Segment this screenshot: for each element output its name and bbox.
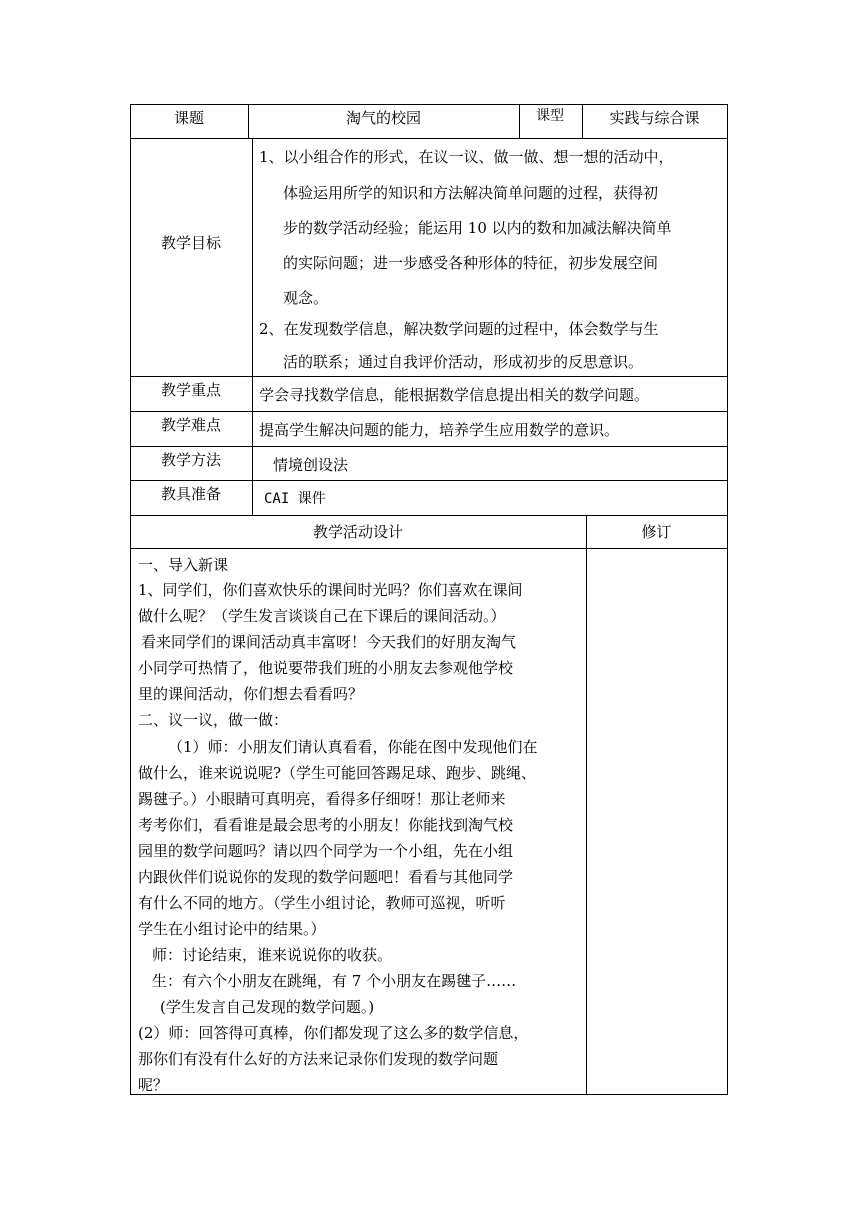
table-rule <box>130 411 728 412</box>
table-rule <box>130 1094 728 1095</box>
design-line: 二、议一议，做一做： <box>138 711 289 729</box>
design-line: 小同学可热情了，他说要带我们班的小朋友去参观他学校 <box>138 659 514 677</box>
table-rule <box>130 515 728 516</box>
design-line: 那你们有没有什么好的方法来记录你们发现的数学问题 <box>138 1050 499 1068</box>
table-rule <box>519 104 520 139</box>
table-rule <box>727 104 728 1095</box>
design-line: 一、导入新课 <box>138 556 229 574</box>
table-rule <box>130 480 728 481</box>
design-line: 生：有六个小朋友在跳绳，有 7 个小朋友在踢毽子…… <box>152 972 517 990</box>
table-rule <box>252 138 253 516</box>
design-line: 学生在小组讨论中的结果。） <box>138 920 326 938</box>
table-rule <box>130 104 131 1095</box>
design-label: 教学活动设计 <box>312 523 403 541</box>
design-line: 有什么不同的地方。（学生小组讨论，教师可巡视，听听 <box>138 894 506 912</box>
goal-line: 的实际问题；进一步感受各种形体的特征，初步发展空间 <box>283 254 659 272</box>
design-line: (2）师：回答得可真棒，你们都发现了这么多的数学信息， <box>138 1024 529 1042</box>
table-rule <box>586 515 587 1095</box>
design-line: 踢毽子。）小眼睛可真明亮，看得多仔细呀！那让老师来 <box>138 790 506 808</box>
design-line: 师：讨论结束，谁来说说你的收获。 <box>152 946 393 964</box>
design-line: 呢？ <box>138 1076 169 1094</box>
goal-line: 1、以小组合作的形式，在议一议、做一做、想一想的活动中， <box>259 148 674 166</box>
type-label: 课型 <box>536 108 564 124</box>
table-rule <box>130 446 728 447</box>
key-point-label: 教学重点 <box>160 381 221 399</box>
tools-value: CAI 课件 <box>264 491 326 507</box>
goal-line: 步的数学活动经验；能运用 10 以内的数和加减法解决简单 <box>283 219 672 237</box>
design-line: 做什么，谁来说说呢?（学生可能回答踢足球、跑步、跳绳、 <box>138 764 537 782</box>
design-line: 做什么呢？（学生发言谈谈自己在下课后的课间活动。） <box>138 607 506 625</box>
topic-label: 课题 <box>173 109 204 127</box>
table-rule <box>130 104 728 105</box>
design-line: 1、同学们，你们喜欢快乐的课间时光吗？你们喜欢在课间 <box>138 581 523 599</box>
difficulty-value: 提高学生解决问题的能力，培养学生应用数学的意识。 <box>259 421 620 439</box>
goal-line: 观念。 <box>283 289 329 307</box>
topic-value: 淘气的校园 <box>345 109 421 127</box>
goal-line: 2、在发现数学信息，解决数学问题的过程中，体会数学与生 <box>259 320 659 338</box>
goal-line: 活的联系；通过自我评价活动，形成初步的反思意识。 <box>283 353 644 371</box>
table-rule <box>130 548 728 549</box>
design-line: (学生发言自己发现的数学问题。) <box>160 998 375 1016</box>
design-line: 内跟伙伴们说说你的发现的数学问题吧！看看与其他同学 <box>138 868 514 886</box>
goals-label: 教学目标 <box>160 234 221 252</box>
table-rule <box>130 138 728 139</box>
design-line: 看来同学们的课间活动真丰富呀！今天我们的好朋友淘气 <box>141 633 517 651</box>
tools-label: 教具准备 <box>160 485 221 503</box>
revision-label: 修订 <box>641 523 672 541</box>
method-label: 教学方法 <box>160 451 221 469</box>
method-value: 情境创设法 <box>273 456 349 474</box>
key-point-value: 学会寻找数学信息，能根据数学信息提出相关的数学问题。 <box>259 386 650 404</box>
design-line: 园里的数学问题吗？请以四个同学为一个小组，先在小组 <box>138 842 514 860</box>
table-rule <box>130 376 728 377</box>
goal-line: 体验运用所学的知识和方法解决简单问题的过程，获得初 <box>283 184 659 202</box>
design-line: 考考你们，看看谁是最会思考的小朋友！你能找到淘气校 <box>138 816 514 834</box>
design-line: （1）师：小朋友们请认真看看，你能在图中发现他们在 <box>168 738 538 756</box>
difficulty-label: 教学难点 <box>160 416 221 434</box>
type-value: 实践与综合课 <box>609 109 700 127</box>
design-line: 里的课间活动，你们想去看看吗？ <box>138 685 364 703</box>
